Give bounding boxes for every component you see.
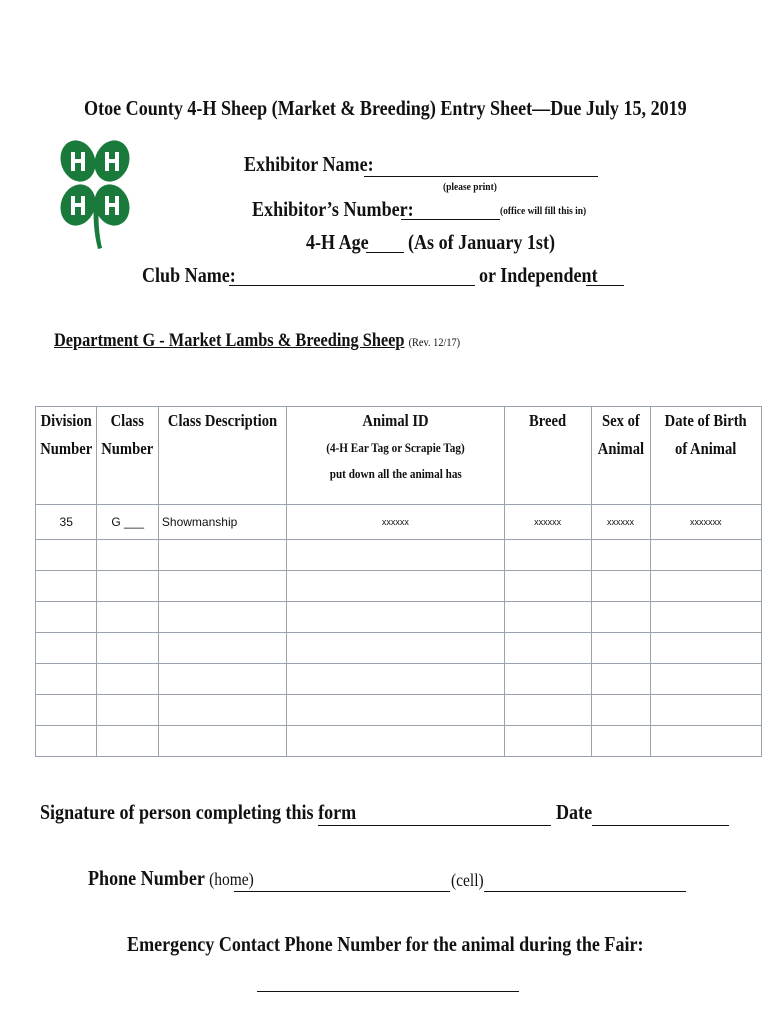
table-cell[interactable] (591, 664, 650, 695)
table-row[interactable] (36, 571, 762, 602)
emergency-contact-label: Emergency Contact Phone Number for the animal during the Fair: (126, 932, 644, 956)
four-h-clover-logo (58, 137, 134, 253)
phone-home-label: (home) (209, 869, 254, 889)
table-cell[interactable] (286, 571, 504, 602)
table-cell[interactable] (97, 726, 158, 757)
club-name-label: Club Name: (142, 263, 236, 287)
age-field[interactable] (366, 252, 404, 253)
cell-division: 35 (36, 505, 97, 540)
col-sex-header: Sex of Animal (591, 407, 650, 505)
exhibitor-name-row (244, 152, 395, 177)
club-name-field[interactable] (229, 285, 475, 286)
col-division-header: Division Number (36, 407, 97, 505)
signature-field[interactable] (318, 825, 551, 826)
table-cell[interactable] (286, 695, 504, 726)
table-cell[interactable] (97, 695, 158, 726)
table-cell[interactable] (286, 664, 504, 695)
table-cell[interactable] (650, 726, 761, 757)
table-cell[interactable] (591, 571, 650, 602)
table-cell[interactable] (286, 726, 504, 757)
table-cell[interactable] (36, 633, 97, 664)
table-cell[interactable] (36, 540, 97, 571)
table-cell[interactable] (36, 726, 97, 757)
table-row[interactable] (36, 540, 762, 571)
table-row[interactable] (36, 695, 762, 726)
table-cell[interactable] (504, 571, 591, 602)
table-cell[interactable] (650, 602, 761, 633)
table-header-row (36, 407, 762, 505)
col-class-header: Class Number (97, 407, 158, 505)
cell-phone-field[interactable] (484, 891, 686, 892)
signature-row (40, 800, 408, 825)
table-cell[interactable] (158, 664, 286, 695)
table-row (36, 505, 762, 540)
table-cell[interactable] (591, 695, 650, 726)
exhibitor-number-label: Exhibitor’s Number: (252, 197, 414, 221)
form-title: Otoe County 4-H Sheep (Market & Breeding) Entry Sheet—Due July 15, 2019 (83, 96, 687, 120)
table-row[interactable] (36, 726, 762, 757)
table-cell[interactable] (286, 633, 504, 664)
cell-dob: xxxxxxx (650, 505, 761, 540)
table-cell[interactable] (158, 695, 286, 726)
table-cell[interactable] (158, 540, 286, 571)
table-cell[interactable] (158, 602, 286, 633)
table-cell[interactable] (158, 726, 286, 757)
cell-class[interactable]: G ___ (97, 505, 158, 540)
age-note: (As of January 1st) (408, 230, 555, 254)
please-print-note: (please print) (443, 181, 497, 193)
table-cell[interactable] (97, 571, 158, 602)
revision-note: (Rev. 12/17) (408, 335, 461, 349)
col-animal-id-header: Animal ID (4-H Ear Tag or Scrapie Tag) put down all the animal has (286, 407, 504, 505)
table-cell[interactable] (504, 633, 591, 664)
phone-cell-label: (cell) (451, 870, 484, 890)
exhibitor-name-label: Exhibitor Name: (244, 152, 374, 176)
col-dob-header: Date of Birth of Animal (650, 407, 761, 505)
table-cell[interactable] (504, 664, 591, 695)
cell-breed: xxxxxx (504, 505, 591, 540)
table-row[interactable] (36, 602, 762, 633)
department-heading: Department G - Market Lambs & Breeding Sheep (Rev. 12/17) (54, 330, 461, 351)
table-cell[interactable] (97, 602, 158, 633)
table-cell[interactable] (97, 540, 158, 571)
phone-label: Phone Number (88, 866, 205, 890)
exhibitor-name-field[interactable] (364, 176, 598, 177)
table-cell[interactable] (504, 602, 591, 633)
table-cell[interactable] (591, 633, 650, 664)
date-field[interactable] (592, 825, 729, 826)
cell-sex: xxxxxx (591, 505, 650, 540)
table-cell[interactable] (504, 695, 591, 726)
emergency-contact-field[interactable] (257, 975, 519, 992)
table-cell[interactable] (591, 602, 650, 633)
table-cell[interactable] (286, 540, 504, 571)
entries-table (35, 406, 762, 757)
date-label: Date (556, 800, 593, 824)
independent-field[interactable] (586, 285, 624, 286)
table-cell[interactable] (591, 726, 650, 757)
table-cell[interactable] (504, 726, 591, 757)
table-cell[interactable] (650, 633, 761, 664)
table-row[interactable] (36, 664, 762, 695)
table-cell[interactable] (97, 664, 158, 695)
table-cell[interactable] (650, 540, 761, 571)
office-note: (office will fill this in) (500, 205, 587, 217)
cell-animal-id: xxxxxx (286, 505, 504, 540)
independent-label: or Independent (479, 263, 598, 287)
table-cell[interactable] (286, 602, 504, 633)
signature-label: Signature of person completing this form (40, 800, 357, 824)
col-breed-header: Breed (504, 407, 591, 505)
table-cell[interactable] (36, 695, 97, 726)
table-cell[interactable] (650, 664, 761, 695)
table-cell[interactable] (36, 571, 97, 602)
cell-description: Showmanship (158, 505, 286, 540)
table-row[interactable] (36, 633, 762, 664)
table-cell[interactable] (650, 571, 761, 602)
table-cell[interactable] (504, 540, 591, 571)
table-cell[interactable] (97, 633, 158, 664)
table-cell[interactable] (158, 633, 286, 664)
table-cell[interactable] (36, 664, 97, 695)
phone-row (88, 866, 281, 891)
table-cell[interactable] (591, 540, 650, 571)
age-label: 4-H Age (306, 230, 369, 254)
home-phone-field[interactable] (234, 891, 450, 892)
exhibitor-number-field[interactable] (401, 219, 500, 220)
col-class-description-header: Class Description (158, 407, 286, 505)
table-cell[interactable] (158, 571, 286, 602)
table-cell[interactable] (650, 695, 761, 726)
table-cell[interactable] (36, 602, 97, 633)
